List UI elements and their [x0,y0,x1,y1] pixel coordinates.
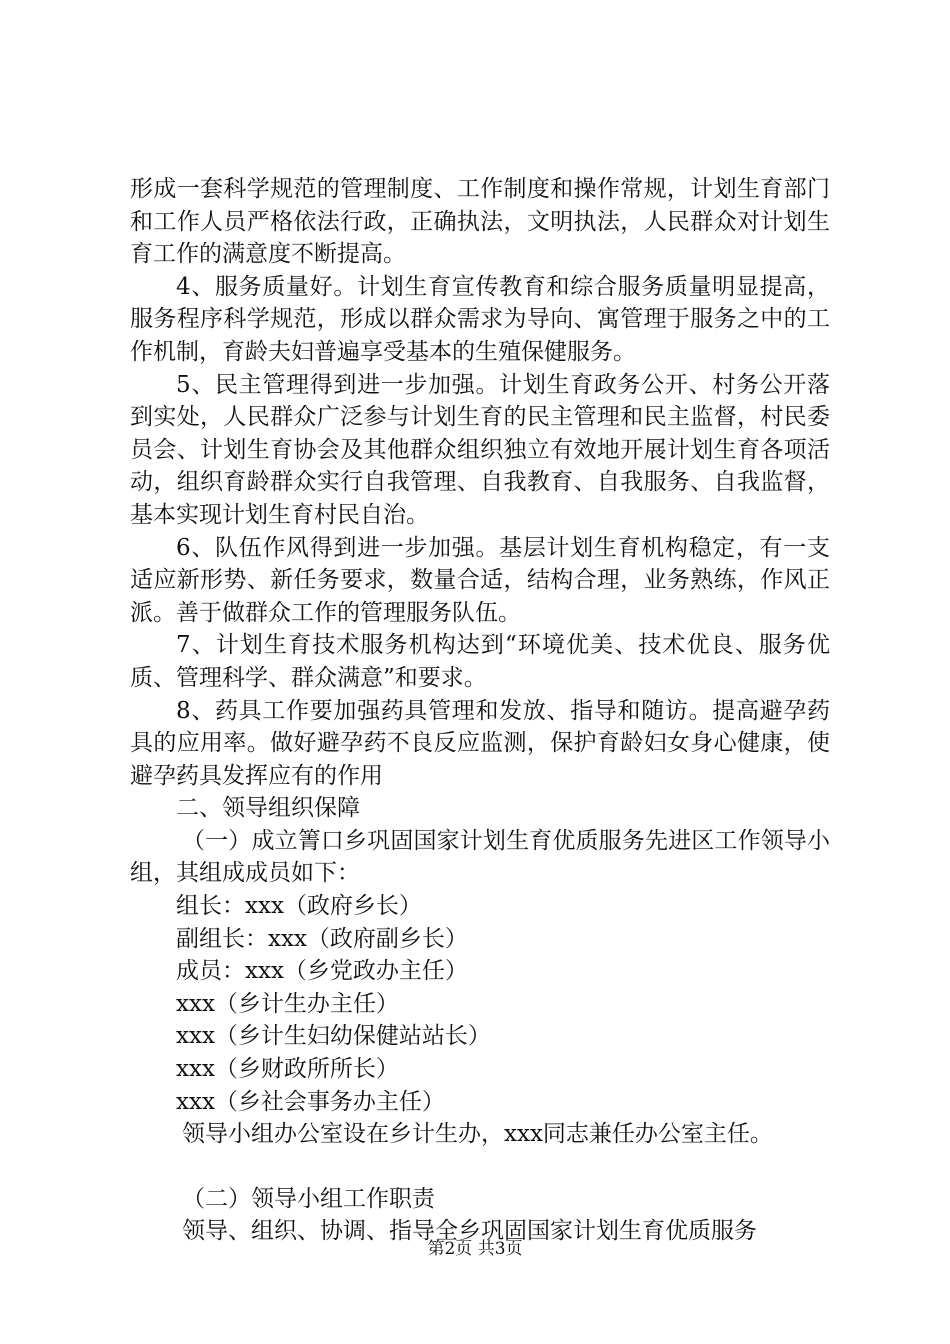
sub-heading-1: （一）成立箐口乡巩固国家计划生育优质服务先进区工作领导小组，其组成成员如下： [130,827,830,887]
member-3: xxx（乡计生妇幼保健站站长） [176,1023,491,1050]
paragraph-item-8: 8、药具工作要加强药具管理和发放、指导和随访。提高避孕药具的应用率。做好避孕药不良反应监测，保护育龄妇女身心健康，使避孕药具发挥应有的作用 [130,697,830,789]
paragraph-item-7: 7、计划生育技术服务机构达到“环境优美、技术优良、服务优质、管理科学、群众满意”和要求。 [130,632,830,691]
member-1: 成员：xxx（乡党政办主任） [176,958,468,985]
page-footer: 第2页 共3页 [427,1239,523,1259]
sub-heading-2: （二）领导小组工作职责 [182,1185,435,1212]
paragraph-item-4: 4、服务质量好。计划生育宣传教育和综合服务质量明显提高，服务程序科学规范，形成以群众需求为导向、寓管理于服务之中的工作机制，育龄夫妇普遍享受基本的生殖保健服务。 [130,273,830,365]
office-note: 领导小组办公室设在乡计生办，xxx同志兼任办公室主任。 [182,1121,773,1148]
paragraph-continuation: 形成一套科学规范的管理制度、工作制度和操作常规，计划生育部门和工作人员严格依法行政，正确执法，文明执法，人民群众对计划生育工作的满意度不断提高。 [130,176,830,268]
member-5: xxx（乡社会事务办主任） [176,1088,445,1115]
member-leader: 组长：xxx（政府乡长） [176,893,422,920]
blank-line [130,1151,830,1183]
member-4: xxx（乡财政所所长） [176,1056,399,1083]
section-heading: 二、领导组织保障 [176,795,360,822]
member-deputy-leader: 副组长：xxx（政府副乡长） [176,925,468,952]
paragraph-item-6: 6、队伍作风得到进一步加强。基层计划生育机构稳定，有一支适应新形势、新任务要求，数量合适，结构合理，业务熟练，作风正派。善于做群众工作的管理服务队伍。 [130,534,830,626]
duty-text: 领导、组织、协调、指导全乡巩固国家计划生育优质服务 [182,1218,757,1245]
document-body [130,173,830,1248]
paragraph-item-5: 5、民主管理得到进一步加强。计划生育政务公开、村务公开落到实处，人民群众广泛参与计划生育的民主管理和民主监督，村民委员会、计划生育协会及其他群众组织独立有效地开展计划生育各项活动，组织育龄群众实行自我管理、自我教育、自我服务、自我监督，基本实现计划生育村民自治。 [130,371,830,528]
member-2: xxx（乡计生办主任） [176,990,399,1017]
